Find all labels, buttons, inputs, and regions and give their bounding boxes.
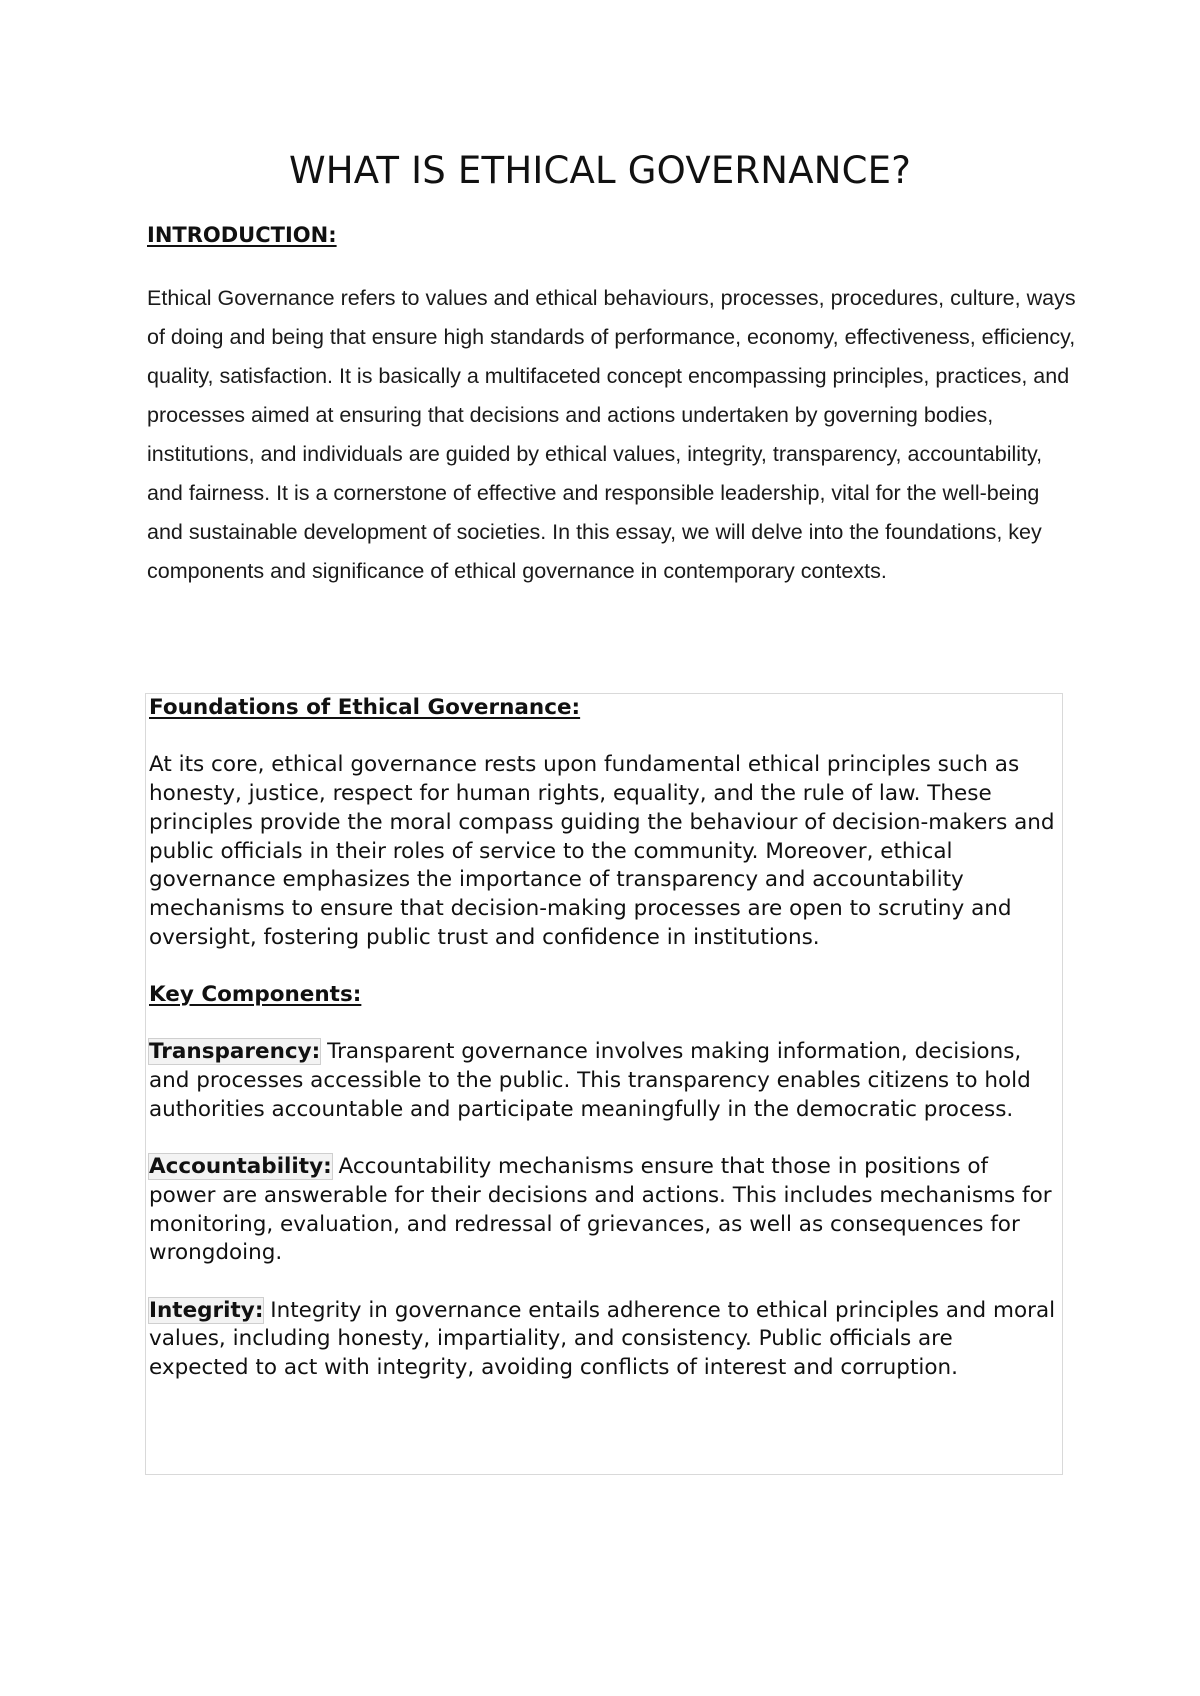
component-text: Accountability mechanisms ensure that those in positions of power are answerable for their decisions and actions. This includes mechanisms for monitoring, evaluation, and redressal of grievances, as well as consequences for wrongdoing.: [149, 1154, 1052, 1266]
foundations-paragraph: At its core, ethical governance rests upon fundamental ethical principles such as honesty, justice, respect for human rights, equality, and the rule of law. These principles provide the moral compass guiding the behaviour of decision-makers and public officials in their roles of service to the community. Moreover, ethical governance emphasizes the importance of transparency and accountability mechanisms to ensure that decision-making processes are open to scrutiny and oversight, fostering public trust and confidence in institutions.: [149, 752, 1055, 950]
spacer: [149, 1010, 1059, 1039]
component-text: Transparent governance involves making information, decisions, and processes accessible to the public. This transparency enables citizens to hold authorities accountable and participate meaningfully in the democratic process.: [149, 1039, 1031, 1122]
component-accountability: [149, 1153, 1059, 1268]
introduction-heading: INTRODUCTION:: [147, 223, 337, 247]
component-integrity: [149, 1297, 1059, 1383]
foundations-heading: Foundations of Ethical Governance:: [149, 695, 581, 720]
spacer: [149, 952, 1059, 981]
spacer: [149, 723, 1059, 752]
component-transparency: [149, 1038, 1059, 1124]
content-box: [145, 693, 1063, 1475]
key-components-heading: Key Components:: [149, 982, 362, 1007]
spacer: [149, 1125, 1059, 1154]
component-text: Integrity in governance entails adherence to ethical principles and moral values, including honesty, impartiality, and consistency. Public officials are expected to act with integrity, avoiding conflicts of interest and corruption.: [149, 1297, 1056, 1381]
spacer: [149, 1268, 1059, 1297]
component-label: Integrity:: [149, 1297, 264, 1323]
component-label: Transparency:: [149, 1039, 321, 1065]
page-title: WHAT IS ETHICAL GOVERNANCE?: [288, 149, 912, 192]
component-label: Accountability:: [149, 1154, 332, 1180]
introduction-paragraph: Ethical Governance refers to values and ethical behaviours, processes, procedures, culture, ways of doing and being that ensure high standards of performance, economy, effectiveness, efficiency, quality, satisfaction. It is basically a multifaceted concept encompassing principles, practices, and processes aimed at ensuring that decisions and actions undertaken by governing bodies, institutions, and individuals are guided by ethical values, integrity, transparency, accountability, and fairness. It is a cornerstone of effective and responsible leadership, vital for the well-being and sustainable development of societies. In this essay, we will delve into the foundations, key components and significance of ethical governance in contemporary contexts.: [147, 286, 1076, 583]
